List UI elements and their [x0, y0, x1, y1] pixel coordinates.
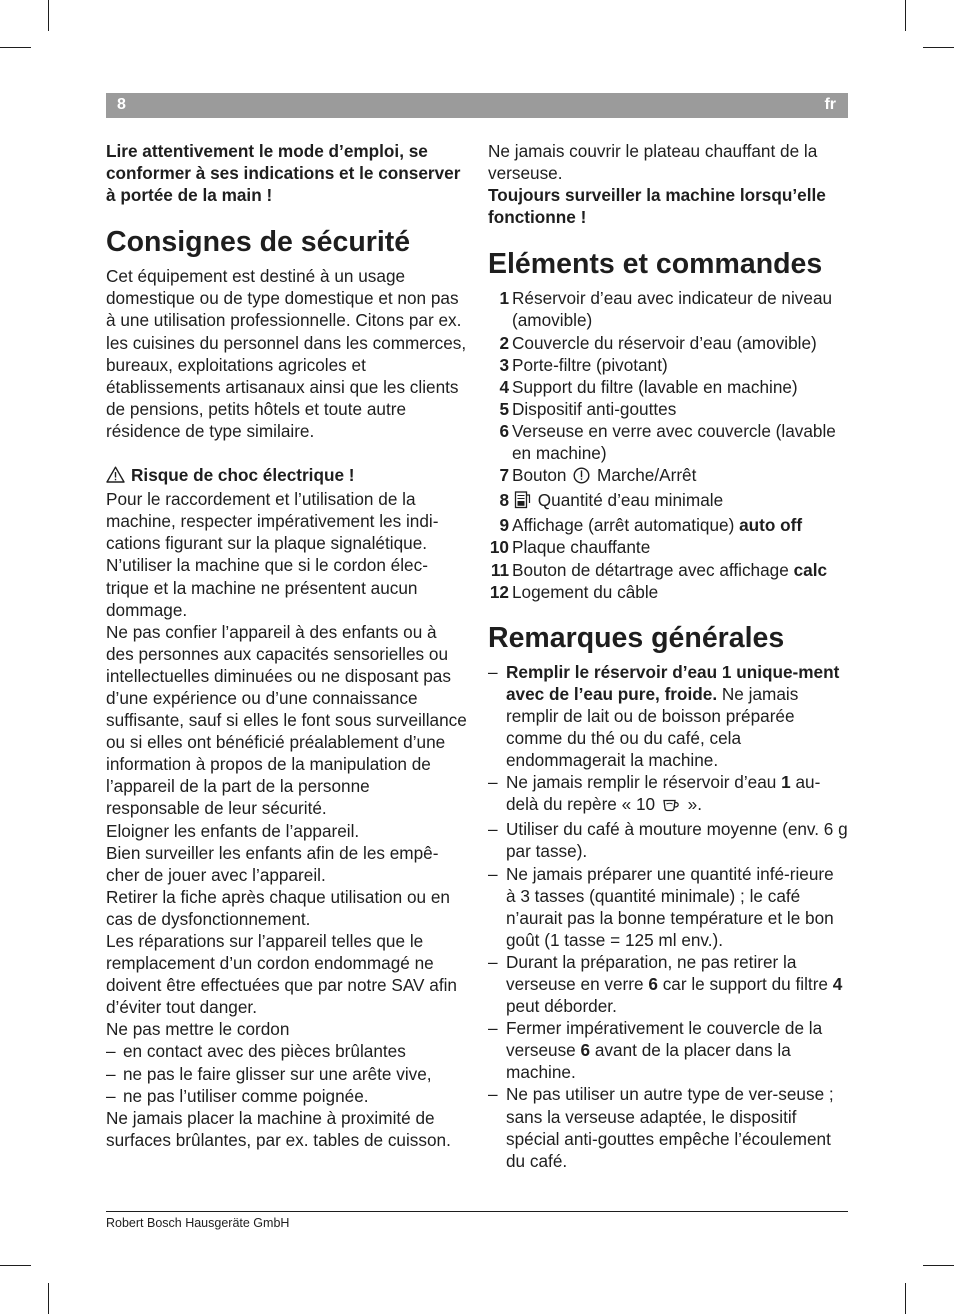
crop-mark: [0, 1265, 31, 1266]
safety-paragraph: Les réparations sur l’appareil telles que le remplacement d’un cordon endommagé ne doivent être effectuées que par notre SAV afin d’éviter tout danger.: [106, 931, 457, 1018]
list-item: 3 Porte-filtre (pivotant): [499, 354, 668, 375]
power-icon: [573, 467, 590, 489]
list-item: 8 Quantité d’eau minimale: [488, 489, 848, 514]
list-item: 6 Verseuse en verre avec couvercle (lavable en machine): [499, 420, 836, 464]
list-item: 2 Couvercle du réservoir d’eau (amovible): [499, 332, 817, 353]
list-item: – Remplir le réservoir d’eau 1 unique-ment avec de l’eau pure, froide. Ne jamais remplir de lait ou de boisson préparée comme du thé ou du café, cela endommagerait la machine.: [488, 661, 840, 771]
list-item: 9 Affichage (arrêt automatique) auto off: [499, 515, 803, 536]
list-item: – Fermer impérativement le couvercle de la verseuse 6 avant de la placer dans la machine.: [488, 1018, 823, 1083]
list-item: – en contact avec des pièces brûlantes: [106, 1041, 406, 1062]
elements-heading: Eléments et commandes: [488, 248, 823, 281]
remarks-list: [488, 661, 848, 1172]
safety-paragraph: Ne pas mettre le cordon: [106, 1019, 290, 1040]
remarks-heading: Remarques générales: [488, 621, 785, 654]
min-water-icon: [514, 491, 531, 514]
list-item: 11 Bouton de détartrage avec affichage calc: [490, 559, 828, 580]
intro-text: Lire attentivement le mode d’emploi, se conformer à ses indications et le conserver à portée de la main !: [106, 141, 461, 206]
list-item: – Durant la préparation, ne pas retirer la verseuse en verre 6 car le support du filtre 4 peut déborder.: [488, 951, 843, 1017]
footer-divider: [106, 1211, 848, 1212]
hotplate-warning: Ne jamais couvrir le plateau chauffant de la verseuse.: [488, 141, 818, 184]
safety-paragraph: Retirer la fiche après chaque utilisation ou en cas de dysfonctionnement.: [106, 886, 450, 929]
list-item: 4 Support du filtre (lavable en machine): [499, 376, 798, 397]
list-item: 1 Réservoir d’eau avec indicateur de niveau (amovible): [499, 288, 833, 331]
safety-paragraph: Eloigner les enfants de l’appareil.: [106, 820, 360, 841]
safety-paragraph: Pour le raccordement et l’utilisation de la machine, respecter impérativement les indi-cations figurant sur la plaque signalétique.: [106, 489, 439, 554]
right-column: [488, 140, 848, 1172]
safety-usage: Cet équipement est destiné à un usage domestique ou de type domestique et non pas à une utilisation professionnelle. Citons par ex. les cuisines du personnel dans les commerces, bureaux, exploitations agricoles et établissements artisanaux ainsi que les clients de pensions, petits hôtels et toute autre résidence de type similaire.: [106, 266, 467, 441]
safety-paragraph: Bien surveiller les enfants afin de les empê-cher de jouer avec l’appareil.: [106, 842, 439, 885]
list-item: – ne pas l’utiliser comme poignée.: [106, 1085, 369, 1106]
safety-paragraph: Ne jamais placer la machine à proximité de surfaces brûlantes, par ex. tables de cuisson.: [106, 1107, 451, 1150]
crop-mark: [905, 1283, 906, 1314]
left-column: [106, 140, 468, 1151]
crop-mark: [923, 1265, 954, 1266]
list-item: 7 Bouton Marche/Arrêt: [488, 464, 848, 489]
list-item: – Utiliser du café à mouture moyenne (env. 6 g par tasse).: [488, 819, 848, 862]
page-header: [106, 93, 848, 118]
list-item: 10 Plaque chauffante: [489, 537, 651, 558]
list-item: – ne pas le faire glisser sur une arête vive,: [106, 1063, 432, 1084]
list-item: – Ne jamais remplir le réservoir d’eau 1 au-delà du repère « 10 ».: [488, 771, 848, 818]
warning-title: Risque de choc électrique !: [131, 465, 355, 486]
language-code: fr: [824, 96, 836, 113]
page-number: 8: [117, 96, 126, 113]
supervise-warning: Toujours surveiller la machine lorsqu’elle fonctionne !: [488, 185, 826, 228]
crop-mark: [905, 0, 906, 31]
crop-mark: [48, 0, 49, 31]
list-item: – Ne pas utiliser un autre type de ver-seuse ; sans la verseuse adaptée, le dispositif spécial anti-gouttes empêche l’écoulement du café.: [488, 1084, 834, 1171]
footer-company: Robert Bosch Hausgeräte GmbH: [106, 1216, 290, 1230]
warning-heading: [106, 464, 468, 488]
cord-list: [106, 1040, 468, 1106]
elements-list: [488, 287, 848, 602]
safety-paragraph: Ne pas confier l’appareil à des enfants ou à des personnes aux capacités sensorielles ou intellectuelles diminuées ou ne disposant pas d’une expérience ou d’une connaissance suffisante, sauf si elles le font sous surveillance ou si elles ont bénéficié préalablement d’une information à propos de la manipulation de l’appareil de la part de la personne responsable de leur sécurité.: [106, 621, 467, 819]
warning-icon: [106, 466, 125, 488]
crop-mark: [923, 47, 954, 48]
safety-paragraph: N’utiliser la machine que si le cordon élec-trique et la machine ne présentent aucun dommage.: [106, 555, 428, 620]
safety-heading: Consignes de sécurité: [106, 226, 411, 259]
crop-mark: [48, 1283, 49, 1314]
cup-icon: [662, 796, 681, 818]
list-item: 12 Logement du câble: [489, 581, 659, 602]
list-item: – Ne jamais préparer une quantité infé-rieure à 3 tasses (quantité minimale) ; le café n’aurait pas la bonne température et le bon goût (1 tasse = 125 ml env.).: [488, 863, 834, 950]
crop-mark: [0, 47, 31, 48]
list-item: 5 Dispositif anti-gouttes: [499, 398, 677, 419]
